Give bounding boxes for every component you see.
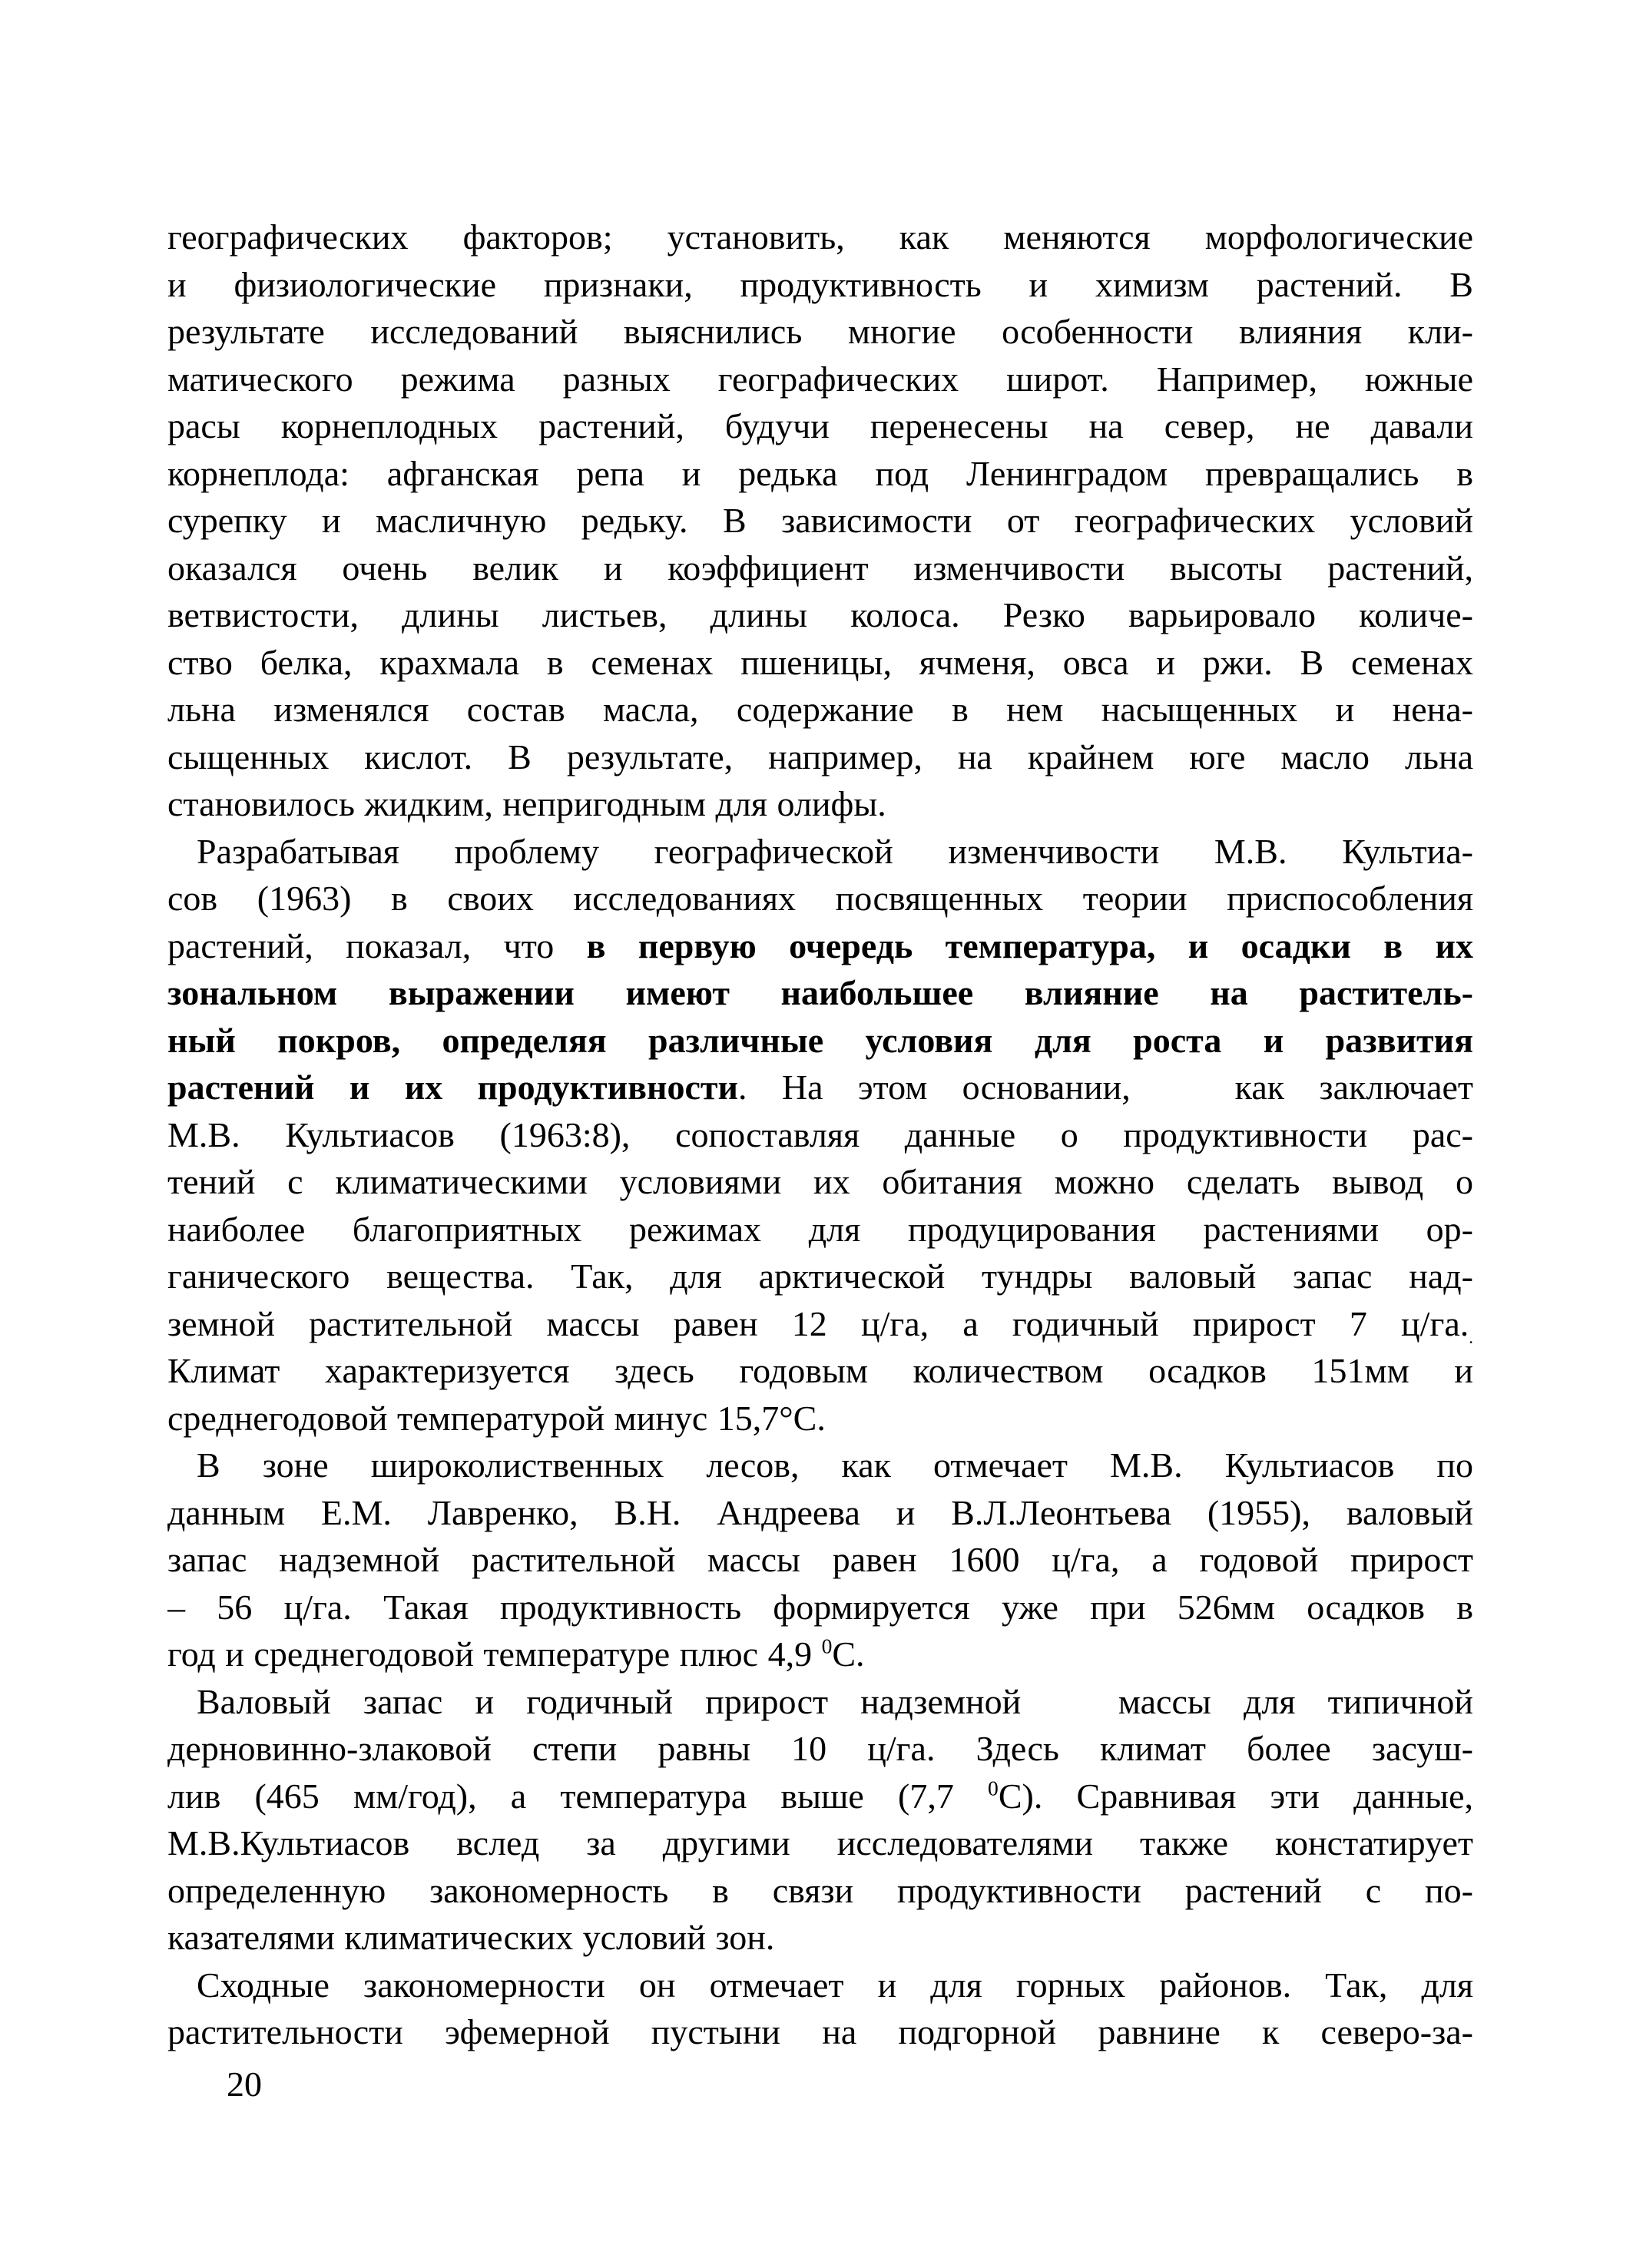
text-line — [167, 1300, 1473, 1348]
text-run: расы корнеплодных растений, будучи перенесены на север, не давали — [167, 406, 1473, 445]
superscript-text: 0 — [821, 1634, 833, 1658]
bold-text-run: в первую очередь температура, и осадки в их — [586, 925, 1473, 965]
text-run: корнеплода: афганская репа и редька под Ленинградом превращались в — [167, 453, 1473, 493]
text-run: данным Е.М. Лавренко, В.Н. Андреева и В.Л.Леонтьева (1955), валовый — [167, 1492, 1473, 1532]
text-line — [167, 1819, 1473, 1867]
text-column — [167, 214, 1473, 2056]
superscript-text: 0 — [988, 1776, 999, 1800]
text-line — [167, 1017, 1473, 1064]
text-run: М.В.Культиасов вслед за другими исследователями также констатирует — [167, 1823, 1473, 1862]
text-line — [167, 497, 1473, 545]
text-line — [167, 1395, 1473, 1442]
text-line — [167, 1442, 1473, 1489]
text-line — [167, 545, 1473, 592]
text-line — [167, 1158, 1473, 1206]
text-run: земной растительной массы равен 12 ц/га, а годичный прирост 7 ц/га. — [167, 1303, 1469, 1343]
text-run: дерновинно-злаковой степи равны 10 ц/га. Здесь климат более засуш- — [167, 1729, 1473, 1768]
text-line — [167, 214, 1473, 261]
text-line — [167, 828, 1473, 876]
text-run: результате исследований выяснились многие особенности влияния кли- — [167, 312, 1473, 351]
bold-text-run: ный покров, определяя различные условия для роста и развития — [167, 1020, 1473, 1060]
text-run: год и среднегодовой температуре плюс 4,9 — [167, 1634, 822, 1674]
text-line — [167, 1962, 1473, 2009]
text-run: ветвистости, длины листьев, длины колоса. Резко варьировало количе- — [167, 595, 1473, 634]
text-line — [167, 1584, 1473, 1631]
text-run: Валовый запас и годичный прирост надземной массы для типичной — [197, 1681, 1473, 1721]
text-run: Климат характеризуется здесь годовым количеством осадков 151мм и — [167, 1351, 1473, 1390]
text-run: . На этом основании, как заключает — [738, 1068, 1473, 1107]
text-run: географических факторов; установить, как меняются морфологические — [167, 217, 1473, 257]
paragraph — [167, 1962, 1473, 2056]
text-line — [167, 2008, 1473, 2056]
text-line — [167, 686, 1473, 733]
text-run: сыщенных кислот. В результате, например, на крайнем юге масло льна — [167, 737, 1473, 776]
paragraph — [167, 1442, 1473, 1678]
text-line — [167, 356, 1473, 403]
text-run: сов (1963) в своих исследованиях посвященных теории приспособления — [167, 879, 1473, 918]
text-line — [167, 639, 1473, 687]
text-line — [167, 1347, 1473, 1395]
text-run: ство белка, крахмала в семенах пшеницы, ячменя, овса и ржи. В семенах — [167, 642, 1473, 682]
text-run: лив (465 мм/год), а температура выше (7,7 — [167, 1776, 989, 1816]
text-run: растений, показал, что — [167, 925, 587, 965]
text-line — [167, 1206, 1473, 1253]
text-run: ганического вещества. Так, для арктической тундры валовый запас над- — [167, 1257, 1473, 1296]
text-run: наиболее благоприятных режимах для продуцирования растениями ор- — [167, 1209, 1473, 1249]
text-line — [167, 922, 1473, 970]
text-run: сурепку и масличную редьку. В зависимости от географических условий — [167, 501, 1473, 540]
text-line — [167, 1064, 1473, 1111]
text-line — [167, 969, 1473, 1017]
text-line — [167, 402, 1473, 450]
text-line — [167, 1489, 1473, 1537]
text-run: тений с климатическими условиями их обитания можно сделать вывод о — [167, 1162, 1473, 1201]
text-run: определенную закономерность в связи продуктивности растений с по- — [167, 1870, 1473, 1910]
bold-text-run: зональном выражении имеют наибольшее влияние на раститель- — [167, 973, 1473, 1012]
text-run: среднегодовой температурой минус 15,7°С. — [167, 1398, 826, 1438]
text-run: С. — [832, 1634, 865, 1674]
text-run: – 56 ц/га. Такая продуктивность формируется уже при 526мм осадков в — [167, 1587, 1473, 1627]
text-run: Сходные закономерности он отмечает и для горных районов. Так, для — [197, 1965, 1473, 2005]
text-run: Разрабатывая проблему географической изменчивости М.В. Культиа- — [197, 831, 1473, 871]
paragraph — [167, 1678, 1473, 1962]
text-run: С). Сравнивая эти данные, — [998, 1776, 1473, 1816]
text-run: становилось жидким, непригодным для олифы. — [167, 784, 886, 823]
footer-page-number: 20 — [227, 2064, 262, 2104]
text-line — [167, 1914, 1473, 1962]
text-run: М.В. Культиасов (1963:8), сопоставляя данные о продуктивности рас- — [167, 1114, 1473, 1154]
text-line — [167, 733, 1473, 781]
text-run: запас надземной растительной массы равен 1600 ц/га, а годовой прирост — [167, 1540, 1473, 1579]
text-line — [167, 261, 1473, 309]
text-run: казателями климатических условий зон. — [167, 1918, 775, 1957]
text-line — [167, 308, 1473, 356]
text-line — [167, 1111, 1473, 1159]
text-line — [167, 780, 1473, 828]
text-run: растительности эфемерной пустыни на подгорной равнине к северо-за- — [167, 2012, 1473, 2051]
subscript-text: . — [1469, 1327, 1473, 1347]
text-line — [167, 1678, 1473, 1726]
text-line — [167, 1253, 1473, 1300]
text-line — [167, 1867, 1473, 1915]
text-run: В зоне широколиственных лесов, как отмечает М.В. Культиасов по — [197, 1445, 1473, 1485]
text-line — [167, 875, 1473, 922]
text-run: и физиологические признаки, продуктивность и химизм растений. В — [167, 264, 1473, 304]
text-line — [167, 450, 1473, 498]
text-line — [167, 1536, 1473, 1584]
text-line — [167, 1725, 1473, 1773]
text-run: матического режима разных географических широт. Например, южные — [167, 359, 1473, 399]
bold-text-run: растений и их продуктивности — [167, 1068, 739, 1107]
text-line — [167, 1631, 1473, 1678]
text-line — [167, 591, 1473, 639]
paragraph — [167, 828, 1473, 1442]
text-run: льна изменялся состав масла, содержание в нем насыщенных и нена- — [167, 690, 1473, 729]
text-line — [167, 1773, 1473, 1820]
paragraph — [167, 214, 1473, 828]
text-run: оказался очень велик и коэффициент изменчивости высоты растений, — [167, 548, 1473, 588]
